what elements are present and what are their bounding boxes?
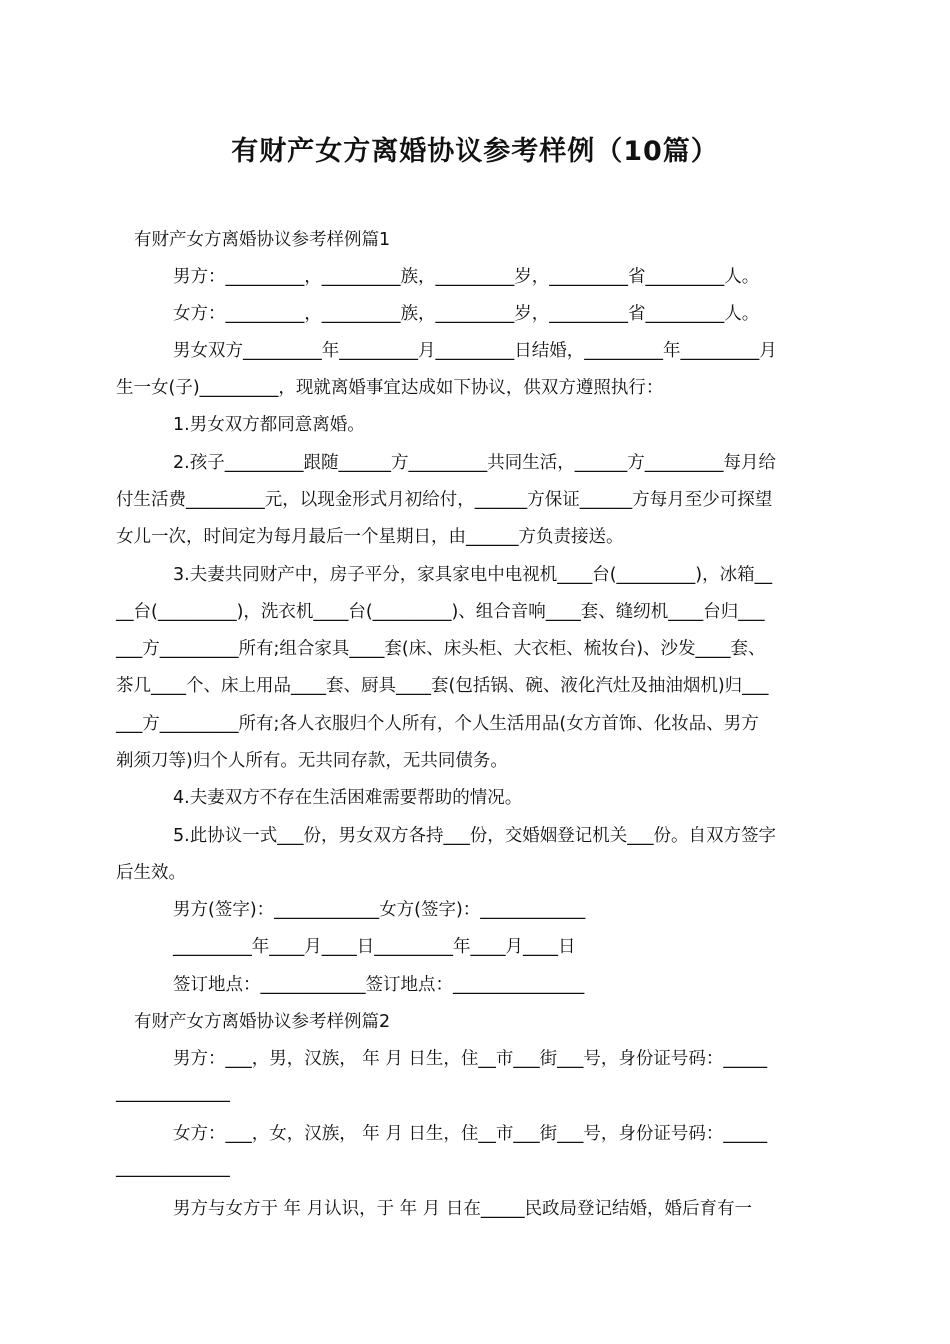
signature-line: 男方(签字)：____________女方(签字)：____________	[173, 900, 586, 920]
document-title: 有财产女方离婚协议参考样例（10篇）	[231, 136, 719, 167]
paragraph-line: 男方：_________，_________族，_________岁，_________省_________人。	[173, 267, 760, 287]
paragraph-line: _____________	[116, 1083, 230, 1103]
paragraph-line: 4.夫妻双方不存在生活困难需要帮助的情况。	[173, 788, 523, 808]
location-line: 签订地点：____________签订地点：_______________	[173, 975, 585, 995]
paragraph-line: 付生活费_________元，以现金形式月初给付，______方保证______方每月至少可探望	[116, 490, 773, 510]
paragraph-line: ___方_________所有;各人衣服归个人所有，个人生活用品(女方首饰、化妆品、男方	[116, 714, 759, 734]
paragraph-line: 剃须刀等)归个人所有。无共同存款，无共同债务。	[116, 751, 508, 771]
paragraph-line: 男方与女方于 年 月认识，于 年 月 日在_____民政局登记结婚，婚后育有一	[173, 1199, 753, 1219]
article1-heading: 有财产女方离婚协议参考样例篇1	[134, 230, 391, 250]
paragraph-line: _____________	[116, 1158, 230, 1178]
paragraph-line: 5.此协议一式___份，男女双方各持___份，交婚姻登记机关___份。自双方签字	[173, 826, 776, 846]
paragraph-line: ___方_________所有;组合家具____套(床、床头柜、大衣柜、梳妆台)、沙发____套、	[116, 639, 766, 659]
date-line: _________年____月____日_________年____月____日	[173, 937, 576, 957]
paragraph-line: 男女双方_________年_________月_________日结婚，_________年_________月	[173, 341, 777, 361]
paragraph-line: 女儿一次，时间定为每月最后一个星期日，由______方负责接送。	[116, 527, 624, 547]
paragraph-line: 女方：___，女，汉族， 年 月 日生，住__市___街___号，身份证号码：_____	[173, 1124, 768, 1144]
paragraph-line: 1.男女双方都同意离婚。	[173, 415, 365, 435]
paragraph-line: 男方：___，男，汉族， 年 月 日生，住__市___街___号，身份证号码：_____	[173, 1049, 768, 1069]
paragraph-line: 生一女(子)_________，现就离婚事宜达成如下协议，供双方遵照执行：	[116, 378, 664, 398]
paragraph-line: 3.夫妻共同财产中，房子平分，家具家电中电视机____台(_________)，冰箱__	[173, 565, 773, 585]
paragraph-line: 茶几____个、床上用品____套、厨具____套(包括锅、碗、液化汽灶及抽油烟机)归___	[116, 676, 769, 696]
paragraph-line: __台(_________)，洗衣机____台(_________)、组合音响____套、缝纫机____台归___	[116, 602, 765, 622]
article2-heading: 有财产女方离婚协议参考样例篇2	[134, 1012, 391, 1032]
paragraph-line: 女方：_________，_________族，_________岁，_________省_________人。	[173, 304, 760, 324]
paragraph-line: 2.孩子_________跟随______方_________共同生活，______方_________每月给	[173, 453, 776, 473]
paragraph-line: 后生效。	[116, 863, 186, 883]
